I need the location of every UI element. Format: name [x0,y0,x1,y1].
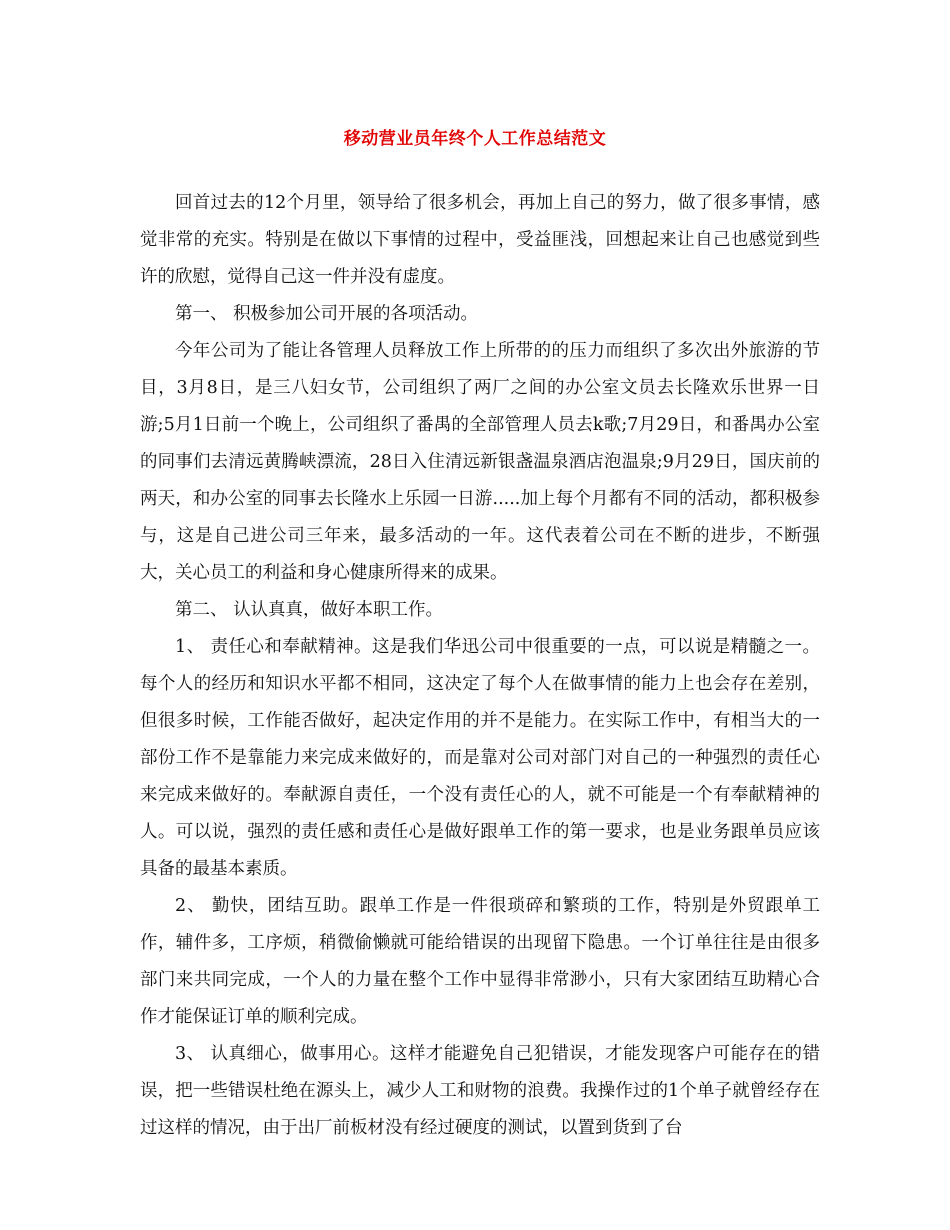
paragraph-item-2: 2、 勤快，团结互助。跟单工作是一件很琐碎和繁琐的工作，特别是外贸跟单工作，辅件多，工序烦，稍微偷懒就可能给错误的出现留下隐患。一个订单往往是由很多部门来共同完成，一个人的力量在整个工作中显得非常渺小，只有大家团结互助精心合作才能保证订单的顺利完成。 [140,896,820,1027]
paragraph-item-3: 3、 认真细心，做事用心。这样才能避免自己犯错误，才能发现客户可能存在的错误，把一些错误杜绝在源头上，减少人工和财物的浪费。我操作过的1个单子就曾经存在过这样的情况，由于出厂前板材没有经过硬度的测试，以置到货到了台 [140,1044,820,1138]
paragraph-item-1: 1、 责任心和奉献精神。这是我们华迅公司中很重要的一点，可以说是精髓之一。每个人的经历和知识水平都不相同，这决定了每个人在做事情的能力上也会存在差别，但很多时候，工作能否做好，起决定作用的并不是能力。在实际工作中，有相当大的一部份工作不是靠能力来完成来做好的，而是靠对公司对部门对自己的一种强烈的责任心来完成来做好的。奉献源自责任，一个没有责任心的人，就不可能是一个有奉献精神的人。可以说，强烈的责任感和责任心是做好跟单工作的第一要求，也是业务跟单员应该具备的最基本素质。 [140,637,820,879]
section-heading-2: 第二、 认认真真，做好本职工作。 [175,600,444,620]
paragraph-intro: 回首过去的12个月里，领导给了很多机会，再加上自己的努力，做了很多事情，感觉非常的充实。特别是在做以下事情的过程中，受益匪浅，回想起来让自己也感觉到些许的欣慰，觉得自己这一件并没有虚度。 [140,193,820,287]
paragraph-activities: 今年公司为了能让各管理人员释放工作上所带的的压力而组织了多次出外旅游的节目，3月8日，是三八妇女节，公司组织了两厂之间的办公室文员去长隆欢乐世界一日游;5月1日前一个晚上，公司组织了番禺的全部管理人员去k歌;7月29日，和番禺办公室的同事们去清远黄腾峡漂流，28日入住清远新银盏温泉酒店泡温泉;9月29日，国庆前的两天，和办公室的同事去长隆水上乐园一日游.....加上每个月都有不同的活动，都积极参与，这是自己进公司三年来，最多活动的一年。这代表着公司在不断的进步，不断强大，关心员工的利益和身心健康所得来的成果。 [140,341,820,583]
section-heading-1: 第一、 积极参加公司开展的各项活动。 [175,304,479,324]
document-title: 移动营业员年终个人工作总结范文 [343,129,607,149]
document-body [140,185,820,1147]
